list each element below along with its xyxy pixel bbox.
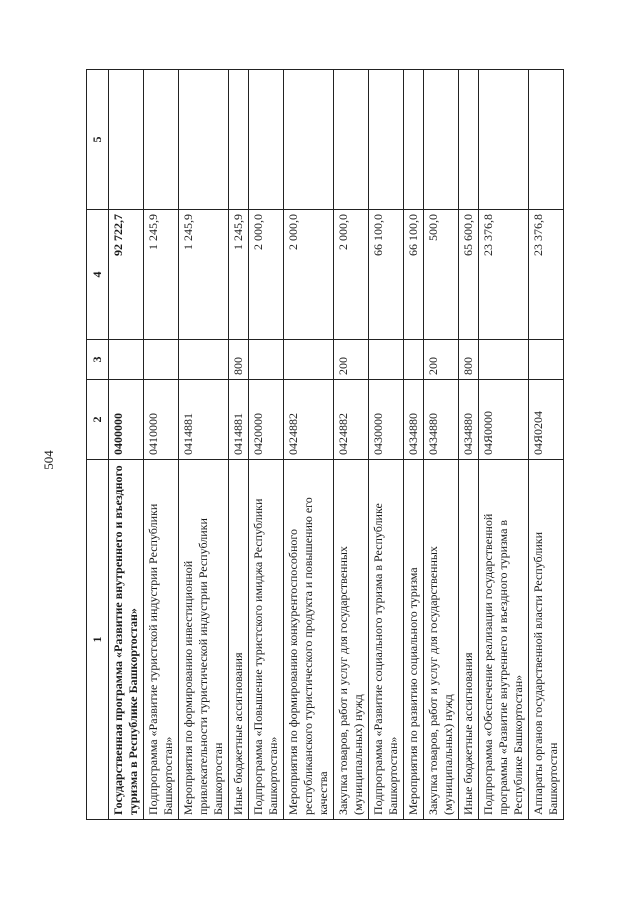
row-code: 0434880 (459, 380, 479, 460)
row-code: 0410000 (144, 380, 179, 460)
row-amount: 1 245,9 (229, 210, 249, 340)
row-type: 200 (424, 340, 459, 380)
row-name: Мероприятия по формированию конкурентоспособного республиканского туристического продукта и повышению его качества (284, 460, 334, 820)
table-row (459, 70, 479, 820)
row-col5 (479, 70, 529, 210)
row-code: 0434880 (404, 380, 424, 460)
row-amount: 65 600,0 (459, 210, 479, 340)
row-code: 0430000 (369, 380, 404, 460)
table-row (529, 70, 564, 820)
row-amount: 66 100,0 (404, 210, 424, 340)
table-row (404, 70, 424, 820)
table-row (424, 70, 459, 820)
row-col5 (369, 70, 404, 210)
row-name: Государственная программа «Развитие внутреннего и въездного туризма в Республике Башкортостан» (109, 460, 144, 820)
header-col-5: 5 (87, 70, 109, 210)
row-col5 (459, 70, 479, 210)
row-amount: 500,0 (424, 210, 459, 340)
budget-table (86, 69, 564, 820)
row-amount: 1 245,9 (179, 210, 229, 340)
row-amount: 1 245,9 (144, 210, 179, 340)
table-row (479, 70, 529, 820)
row-code: 0434880 (424, 380, 459, 460)
row-amount: 2 000,0 (334, 210, 369, 340)
row-type (529, 340, 564, 380)
table-row (229, 70, 249, 820)
table-rotation-wrapper (86, 70, 606, 820)
row-type (249, 340, 284, 380)
row-col5 (529, 70, 564, 210)
row-code: 04Я0000 (479, 380, 529, 460)
row-name: Подпрограмма «Развитие туристской индустрии Республики Башкортостан» (144, 460, 179, 820)
row-amount: 66 100,0 (369, 210, 404, 340)
row-code: 0414881 (229, 380, 249, 460)
table-row (179, 70, 229, 820)
header-col-1: 1 (87, 460, 109, 820)
row-col5 (109, 70, 144, 210)
row-type (109, 340, 144, 380)
table-body (109, 70, 564, 820)
row-col5 (229, 70, 249, 210)
row-name: Закупка товаров, работ и услуг для государственных (муниципальных) нужд (424, 460, 459, 820)
header-row (87, 70, 109, 820)
row-code: 0400000 (109, 380, 144, 460)
header-col-3: 3 (87, 340, 109, 380)
row-type (144, 340, 179, 380)
row-name: Аппараты органов государственной власти Республики Башкортостан (529, 460, 564, 820)
row-name: Закупка товаров, работ и услуг для государственных (муниципальных) нужд (334, 460, 369, 820)
row-type: 800 (459, 340, 479, 380)
row-type: 800 (229, 340, 249, 380)
row-col5 (334, 70, 369, 210)
page-number: 504 (41, 450, 56, 470)
row-type (284, 340, 334, 380)
row-col5 (144, 70, 179, 210)
row-type (404, 340, 424, 380)
row-code: 0414881 (179, 380, 229, 460)
rotated-table-container (86, 70, 606, 820)
row-name: Мероприятия по развитию социального туризма (404, 460, 424, 820)
row-code: 0424882 (284, 380, 334, 460)
row-col5 (249, 70, 284, 210)
row-col5 (179, 70, 229, 210)
table-row (144, 70, 179, 820)
row-col5 (404, 70, 424, 210)
row-name: Мероприятия по формированию инвестиционной привлекательности туристической индустрии Республики Башкортостан (179, 460, 229, 820)
header-col-4: 4 (87, 210, 109, 340)
row-amount: 23 376,8 (479, 210, 529, 340)
row-type (479, 340, 529, 380)
table-row (284, 70, 334, 820)
table-row (249, 70, 284, 820)
row-name: Подпрограмма «Повышение туристского имиджа Республики Башкортостан» (249, 460, 284, 820)
row-col5 (424, 70, 459, 210)
row-code: 0420000 (249, 380, 284, 460)
row-name: Подпрограмма «Развитие социального туризма в Республике Башкортостан» (369, 460, 404, 820)
row-name: Иные бюджетные ассигнования (229, 460, 249, 820)
row-name: Подпрограмма «Обеспечение реализации государственной программы «Развитие внутреннего и въездного туризма в Республике Башкортостан» (479, 460, 529, 820)
table-row (109, 70, 144, 820)
row-type: 200 (334, 340, 369, 380)
row-amount: 2 000,0 (249, 210, 284, 340)
table-header (87, 70, 109, 820)
row-name: Иные бюджетные ассигнования (459, 460, 479, 820)
row-type (179, 340, 229, 380)
row-col5 (284, 70, 334, 210)
row-amount: 23 376,8 (529, 210, 564, 340)
row-amount: 2 000,0 (284, 210, 334, 340)
table-row (334, 70, 369, 820)
header-col-2: 2 (87, 380, 109, 460)
row-code: 0424882 (334, 380, 369, 460)
row-code: 04Я0204 (529, 380, 564, 460)
row-amount: 92 722,7 (109, 210, 144, 340)
table-row (369, 70, 404, 820)
row-type (369, 340, 404, 380)
